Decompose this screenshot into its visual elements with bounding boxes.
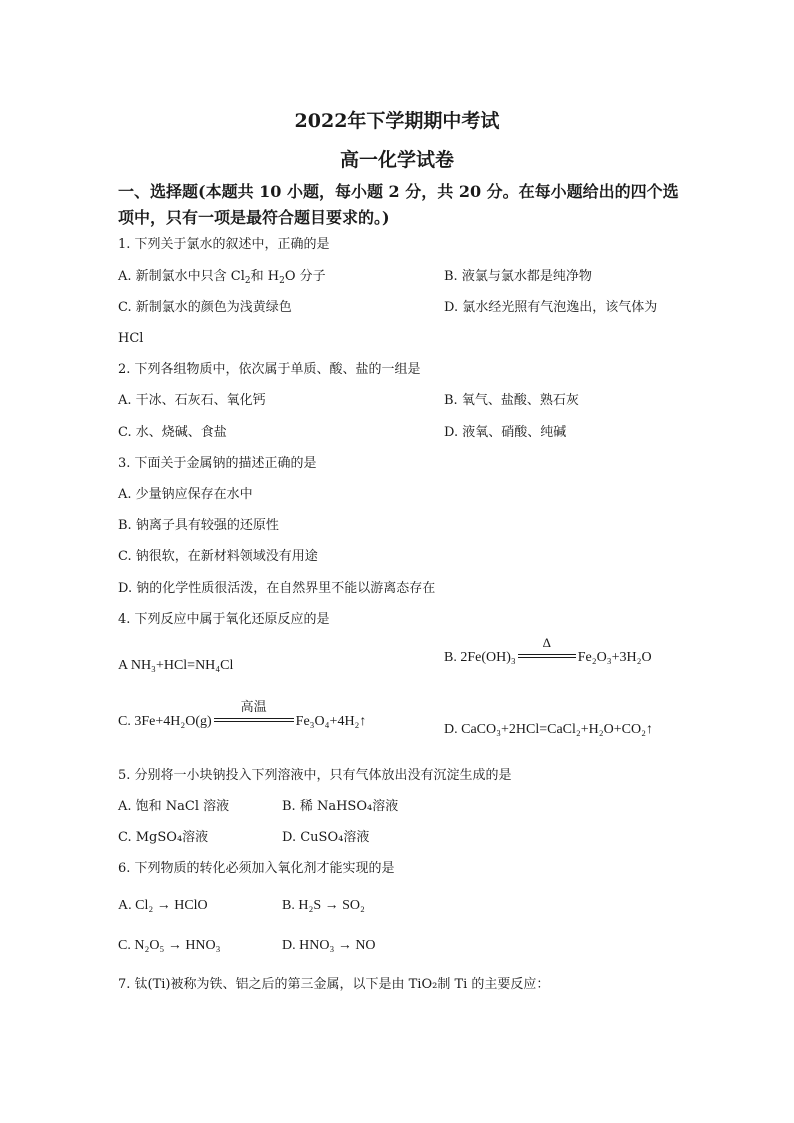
exam-subtitle: 高一化学试卷 — [339, 149, 454, 171]
q5-option-b: B. 稀 NaHSO₄溶液 — [282, 799, 399, 814]
q4-option-a: A NH₃+HCl=NH₄Cl — [118, 658, 234, 673]
q1-option-a — [118, 268, 326, 286]
q4-c-product: Fe₃O₄+4H₂↑ — [295, 714, 367, 729]
q4-c-condition-arrow — [214, 699, 294, 725]
q2-option-d: D. 液氧、硝酸、纯碱 — [444, 425, 567, 440]
q5-option-a: A. 饱和 NaCl 溶液 — [118, 799, 230, 814]
q4-b-condition: Δ — [542, 635, 551, 650]
q1-option-c: C. 新制氯水的颜色为浅黄绿色 — [118, 300, 292, 315]
q6-option-b: B. H₂S → SO₂ — [282, 898, 365, 913]
exam-title: 2022年下学期期中考试 — [294, 110, 500, 132]
q6-option-d: D. HNO₃ → NO — [282, 938, 376, 953]
q1-stem: 1. 下列关于氯水的叙述中，正确的是 — [118, 237, 330, 252]
q4-stem: 4. 下列反应中属于氧化还原反应的是 — [118, 612, 330, 627]
q1-a-mid: 和 H — [250, 269, 280, 284]
q7-stem: 7. 钛(Ti)被称为铁、铝之后的第三金属，以下是由 TiO₂制 Ti 的主要反应： — [118, 977, 550, 992]
q4-c-equals-bar — [214, 718, 294, 722]
q4-b-reactant: B. 2Fe(OH)₃ — [444, 650, 516, 665]
q1-a-post: O 分子 — [284, 269, 326, 284]
q2-option-c: C. 水、烧碱、食盐 — [118, 425, 227, 440]
q1-option-b: B. 液氯与氯水都是纯净物 — [444, 269, 592, 284]
q1-option-d-continued: HCl — [118, 331, 144, 346]
q1-a-sub2: 2 — [279, 276, 285, 286]
q4-option-c — [118, 699, 367, 731]
q3-option-c: C. 钠很软，在新材料领域没有用途 — [118, 549, 318, 564]
q3-option-d: D. 钠的化学性质很活泼，在自然界里不能以游离态存在 — [118, 581, 436, 596]
section-heading: 一、选择题(本题共 10 小题，每小题 2 分，共 20 分。在每小题给出的四个选项中，只有一项是最符合题目要求的。) — [118, 182, 679, 227]
q5-stem: 5. 分别将一小块钠投入下列溶液中，只有气体放出没有沉淀生成的是 — [118, 768, 512, 783]
q4-option-b — [444, 635, 652, 667]
q4-b-product: Fe₂O₃+3H₂O — [577, 650, 652, 665]
q1-a-sub1: 2 — [244, 276, 251, 286]
q3-option-a: A. 少量钠应保存在水中 — [118, 487, 253, 502]
q6-stem: 6. 下列物质的转化必须加入氧化剂才能实现的是 — [118, 861, 395, 876]
q1-option-d: D. 氯水经光照有气泡逸出，该气体为 — [444, 300, 658, 315]
q5-option-c: C. MgSO₄溶液 — [118, 830, 209, 845]
q2-option-a: A. 干冰、石灰石、氧化钙 — [118, 393, 266, 408]
q1-a-text: A. 新制氯水中只含 Cl — [118, 269, 245, 284]
q5-option-d: D. CuSO₄溶液 — [282, 830, 370, 845]
q2-option-b: B. 氧气、盐酸、熟石灰 — [444, 393, 579, 408]
q6-option-a: A. Cl₂ → HClO — [118, 898, 208, 913]
q6-option-c: C. N₂O₅ → HNO₃ — [118, 938, 221, 953]
q4-b-condition-arrow — [518, 635, 576, 661]
q3-option-b: B. 钠离子具有较强的还原性 — [118, 518, 279, 533]
q4-b-equals-bar — [518, 654, 576, 658]
q4-c-reactant: C. 3Fe+4H₂O(g) — [118, 714, 212, 729]
q4-c-condition: 高温 — [240, 699, 267, 714]
q4-option-d: D. CaCO₃+2HCl=CaCl₂+H₂O+CO₂↑ — [444, 722, 654, 737]
q2-stem: 2. 下列各组物质中，依次属于单质、酸、盐的一组是 — [118, 362, 421, 377]
q3-stem: 3. 下面关于金属钠的描述正确的是 — [118, 456, 317, 471]
